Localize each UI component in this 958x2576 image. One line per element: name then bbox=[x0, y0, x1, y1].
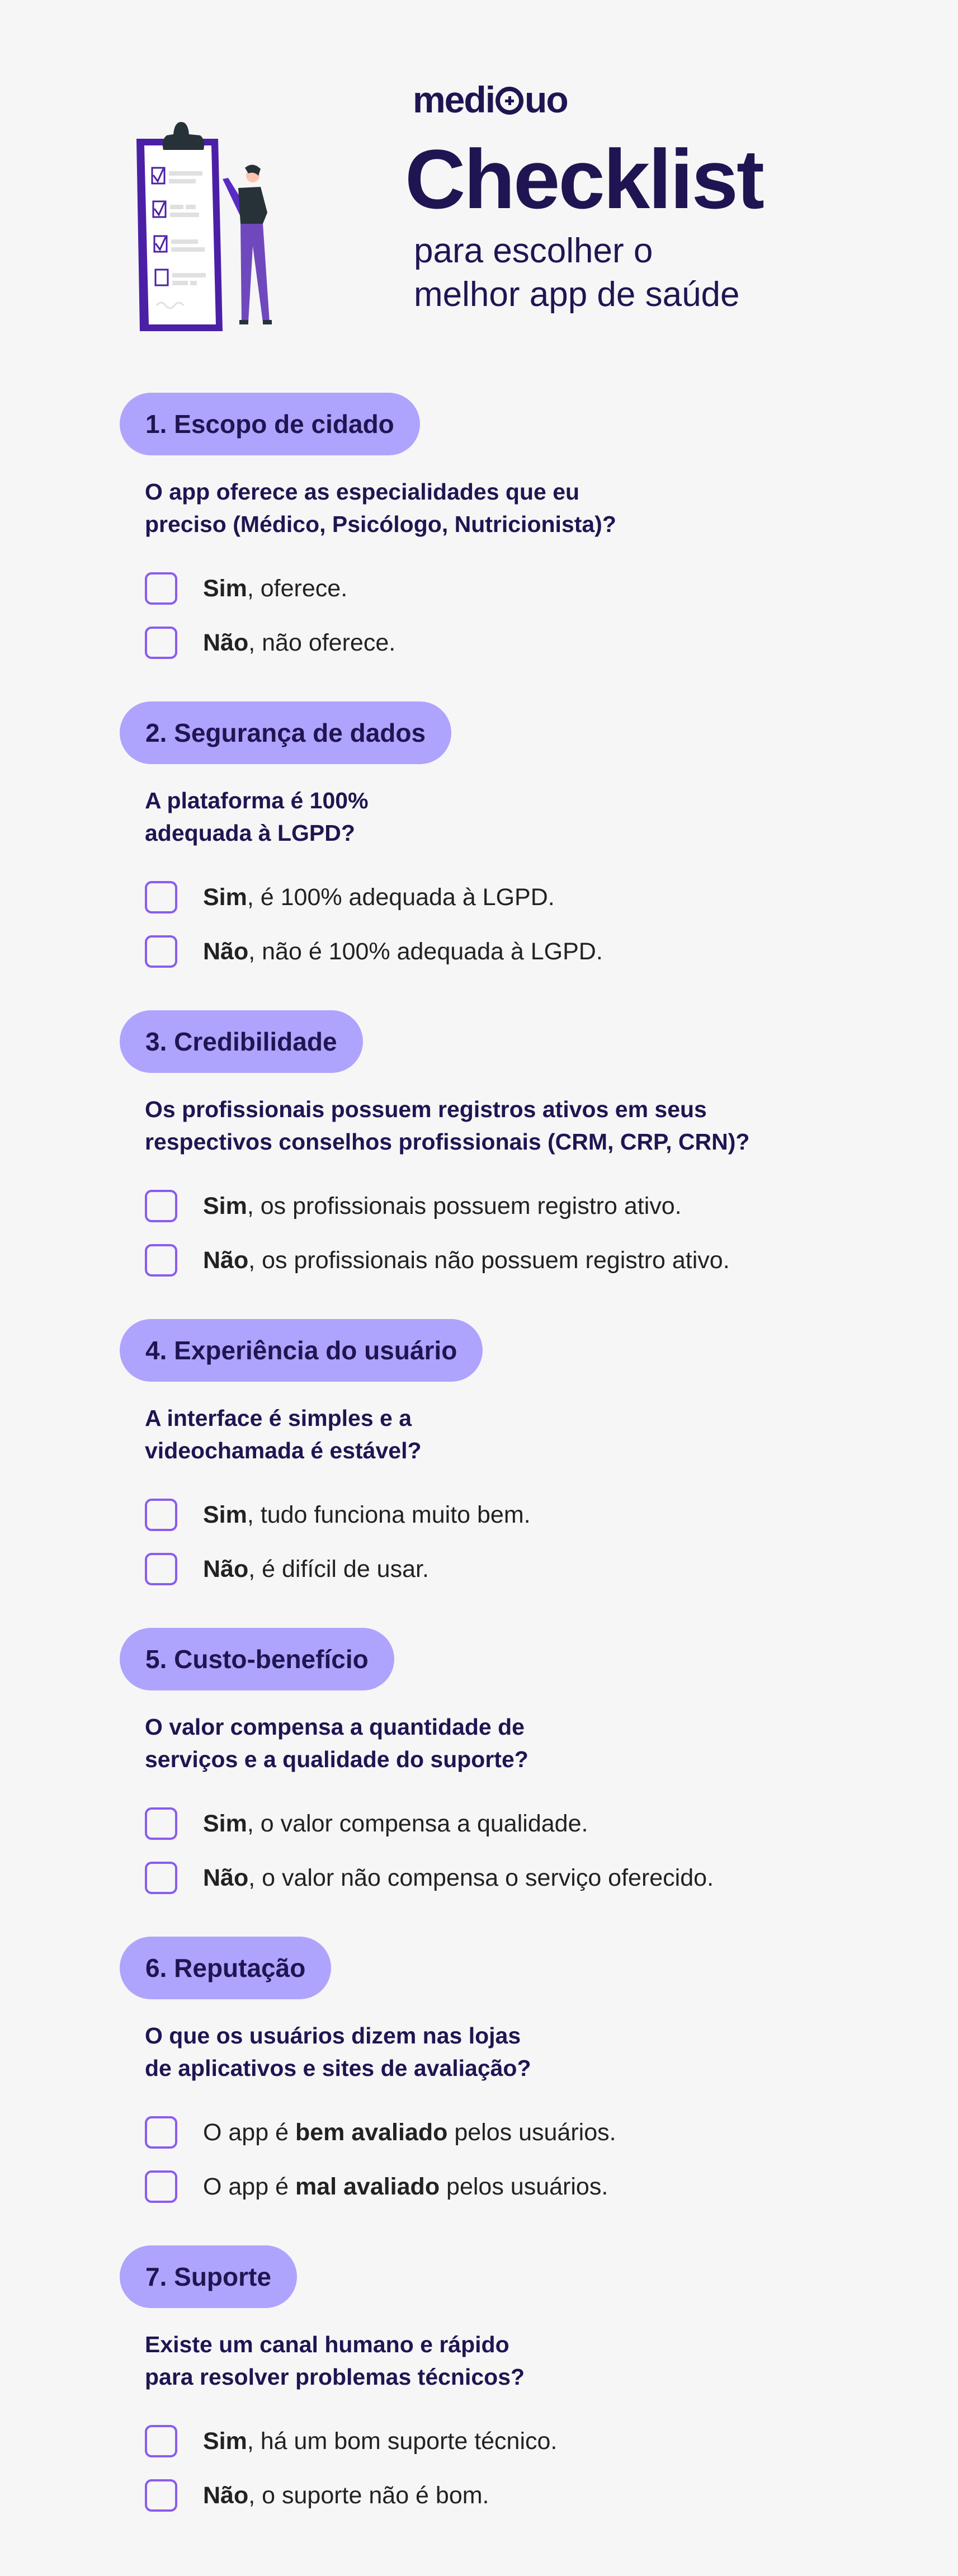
option-label bbox=[203, 1556, 429, 1583]
checklist-section bbox=[0, 1628, 958, 1937]
option-suffix: , há um bom suporte técnico. bbox=[247, 2427, 558, 2455]
option-label bbox=[203, 2482, 489, 2509]
option-bold: Não bbox=[203, 1864, 249, 1891]
checkbox[interactable] bbox=[145, 1807, 177, 1840]
section-title-pill: 5. Custo-benefício bbox=[120, 1628, 394, 1690]
section-question bbox=[145, 784, 369, 849]
checkbox[interactable] bbox=[145, 1499, 177, 1531]
section-question bbox=[145, 2328, 525, 2393]
option-label bbox=[203, 2173, 608, 2201]
option-suffix: , os profissionais não possuem registro ativo. bbox=[248, 1246, 730, 1274]
option-suffix: , é 100% adequada à LGPD. bbox=[247, 883, 555, 911]
checklist-section bbox=[0, 701, 958, 1010]
option-label bbox=[203, 2119, 616, 2146]
question-line: de aplicativos e sites de avaliação? bbox=[145, 2055, 531, 2081]
option-suffix: , oferece. bbox=[247, 574, 348, 602]
option-label bbox=[203, 1193, 682, 1220]
checklist-option[interactable] bbox=[145, 934, 603, 969]
clipboard-illustration bbox=[129, 117, 364, 341]
section-title-pill: 4. Experiência do usuário bbox=[120, 1319, 483, 1382]
checkbox[interactable] bbox=[145, 881, 177, 913]
option-suffix: , não é 100% adequada à LGPD. bbox=[248, 938, 603, 965]
checkbox[interactable] bbox=[145, 1553, 177, 1585]
question-line: para resolver problemas técnicos? bbox=[145, 2364, 525, 2390]
checklist-option[interactable] bbox=[145, 2478, 489, 2513]
option-bold: Sim bbox=[203, 2427, 247, 2455]
option-label bbox=[203, 1864, 714, 1892]
checklist-option[interactable] bbox=[145, 2169, 608, 2204]
option-suffix: , é difícil de usar. bbox=[248, 1555, 429, 1583]
section-title-pill: 2. Segurança de dados bbox=[120, 701, 451, 764]
logo-text-start: medi bbox=[413, 79, 495, 120]
option-bold: Não bbox=[203, 1555, 249, 1583]
option-label bbox=[203, 884, 555, 911]
checkbox[interactable] bbox=[145, 2425, 177, 2457]
checklist-option[interactable] bbox=[145, 571, 347, 606]
checklist-option[interactable] bbox=[145, 1806, 588, 1841]
checklist-option[interactable] bbox=[145, 1861, 714, 1895]
option-bold: Sim bbox=[203, 1501, 247, 1528]
question-line: respectivos conselhos profissionais (CRM, CRP, CRN)? bbox=[145, 1129, 750, 1155]
checklist-section bbox=[0, 1010, 958, 1319]
checklist-option[interactable] bbox=[145, 2115, 616, 2150]
option-suffix: pelos usuários. bbox=[447, 2118, 616, 2146]
option-label bbox=[203, 2428, 557, 2455]
checkbox[interactable] bbox=[145, 1862, 177, 1894]
option-prefix: O app é bbox=[203, 2118, 295, 2146]
option-prefix: O app é bbox=[203, 2173, 295, 2200]
option-suffix: , o suporte não é bom. bbox=[248, 2481, 489, 2509]
option-label bbox=[203, 938, 603, 966]
option-suffix: , o valor não compensa o serviço oferecido. bbox=[248, 1864, 714, 1891]
subtitle-line: melhor app de saúde bbox=[414, 275, 740, 314]
plus-bubble-icon bbox=[495, 87, 523, 115]
checkbox[interactable] bbox=[145, 1190, 177, 1222]
option-label bbox=[203, 1501, 531, 1529]
checkbox[interactable] bbox=[145, 935, 177, 968]
mediquo-logo bbox=[413, 78, 568, 121]
option-bold: Não bbox=[203, 938, 249, 965]
question-line: videochamada é estável? bbox=[145, 1438, 422, 1463]
page-subtitle bbox=[414, 229, 740, 317]
question-line: A interface é simples e a bbox=[145, 1405, 412, 1431]
subtitle-line: para escolher o bbox=[414, 232, 653, 270]
option-bold: Sim bbox=[203, 574, 247, 602]
checklist-option[interactable] bbox=[145, 1497, 531, 1532]
option-label bbox=[203, 575, 347, 602]
option-bold: bem avaliado bbox=[295, 2118, 448, 2146]
option-label bbox=[203, 1247, 730, 1274]
section-question bbox=[145, 1711, 528, 1776]
question-line: O app oferece as especialidades que eu bbox=[145, 479, 580, 505]
section-title-pill: 7. Suporte bbox=[120, 2245, 297, 2308]
page-title: Checklist bbox=[405, 132, 763, 226]
question-line: O valor compensa a quantidade de bbox=[145, 1714, 525, 1740]
question-line: A plataforma é 100% bbox=[145, 788, 369, 813]
checklist-option[interactable] bbox=[145, 1243, 730, 1278]
checkbox[interactable] bbox=[145, 2170, 177, 2203]
checkbox[interactable] bbox=[145, 2116, 177, 2149]
checkbox[interactable] bbox=[145, 627, 177, 659]
question-line: Os profissionais possuem registros ativos em seus bbox=[145, 1096, 707, 1122]
option-bold: Sim bbox=[203, 1192, 247, 1219]
option-suffix: , o valor compensa a qualidade. bbox=[247, 1810, 588, 1837]
option-suffix: , os profissionais possuem registro ativo. bbox=[247, 1192, 682, 1219]
logo-text-end: uo bbox=[525, 79, 568, 120]
person-figure bbox=[223, 164, 272, 324]
option-bold: Não bbox=[203, 2481, 249, 2509]
checklist-option[interactable] bbox=[145, 1552, 429, 1586]
option-bold: Sim bbox=[203, 883, 247, 911]
option-label bbox=[203, 1810, 588, 1838]
section-question bbox=[145, 2019, 531, 2084]
section-title-pill: 3. Credibilidade bbox=[120, 1010, 363, 1073]
option-bold: mal avaliado bbox=[295, 2173, 440, 2200]
checklist-option[interactable] bbox=[145, 2424, 557, 2459]
checklist-option[interactable] bbox=[145, 1189, 682, 1223]
section-title-pill: 1. Escopo de cidado bbox=[120, 393, 420, 455]
checklist-option[interactable] bbox=[145, 880, 555, 915]
section-question bbox=[145, 475, 616, 540]
section-question bbox=[145, 1093, 749, 1158]
option-bold: Não bbox=[203, 1246, 249, 1274]
checklist-section bbox=[0, 1937, 958, 2245]
option-suffix: , tudo funciona muito bem. bbox=[247, 1501, 531, 1528]
option-label bbox=[203, 629, 395, 657]
option-suffix: , não oferece. bbox=[248, 629, 396, 656]
question-line: preciso (Médico, Psicólogo, Nutricionista)? bbox=[145, 511, 616, 537]
checklist-option[interactable] bbox=[145, 625, 395, 660]
checklist-section bbox=[0, 2245, 958, 2554]
option-suffix: pelos usuários. bbox=[440, 2173, 608, 2200]
checklist-section bbox=[0, 1319, 958, 1628]
section-question bbox=[145, 1402, 422, 1467]
question-line: Existe um canal humano e rápido bbox=[145, 2332, 509, 2357]
option-bold: Não bbox=[203, 629, 249, 656]
checkbox[interactable] bbox=[145, 572, 177, 605]
option-bold: Sim bbox=[203, 1810, 247, 1837]
section-title-pill: 6. Reputação bbox=[120, 1937, 331, 1999]
question-line: serviços e a qualidade do suporte? bbox=[145, 1746, 528, 1772]
checklist-section bbox=[0, 393, 958, 701]
question-line: adequada à LGPD? bbox=[145, 820, 355, 846]
clipboard-clip bbox=[163, 122, 204, 150]
checkbox[interactable] bbox=[145, 2479, 177, 2512]
checkbox[interactable] bbox=[145, 1244, 177, 1277]
question-line: O que os usuários dizem nas lojas bbox=[145, 2023, 521, 2048]
